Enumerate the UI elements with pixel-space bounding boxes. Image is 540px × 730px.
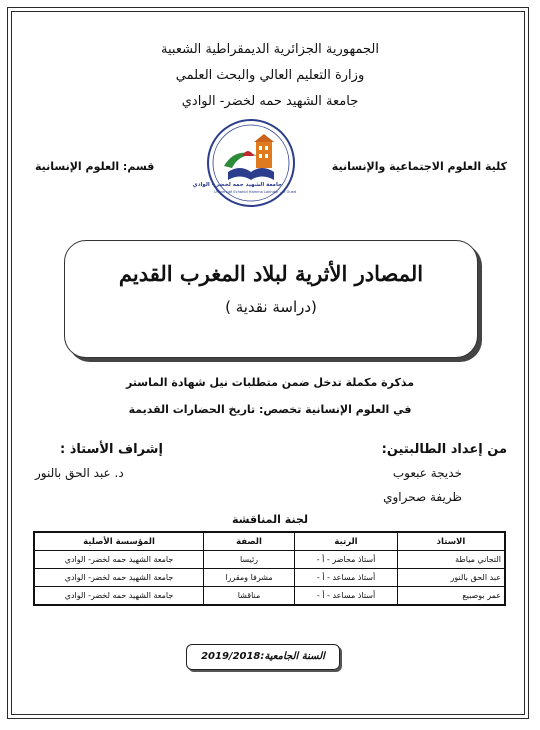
header-role: الصفة	[204, 532, 295, 551]
table-row	[34, 551, 505, 569]
ministry-name: وزارة التعليم العالي والبحث العلمي	[175, 68, 365, 83]
professor-rank: أستاذ مساعد - أ -	[295, 569, 398, 587]
thesis-title: المصادر الأثرية لبلاد المغرب القديم	[118, 261, 424, 286]
logo-latin-text: Université Echahid Hamma Lakhdar - El Oued	[214, 190, 297, 194]
header-institution: المؤسسة الأصلية	[34, 532, 204, 551]
professor-institution: جامعة الشهيد حمه لخضر- الوادي	[34, 587, 204, 606]
committee-title: لجنة المناقشة	[231, 513, 308, 526]
department-name: قسم: العلوم الإنسانية	[35, 160, 155, 173]
university-emblem-icon	[192, 118, 296, 208]
professor-name: التجاني مياطة	[398, 551, 506, 569]
faculty-name: كلية العلوم الاجتماعية والإنسانية	[331, 160, 507, 173]
committee-table	[33, 531, 506, 606]
memo-statement: مذكرة مكملة تدخل ضمن متطلبات نيل شهادة الماستر	[125, 376, 415, 389]
committee-header-row	[34, 532, 505, 551]
header-rank: الرتبة	[295, 532, 398, 551]
student-name-2: ظريفة صحراوي	[383, 490, 462, 504]
logo-arabic-text: جامعة الشهيد حمه لخضر - الوادي	[192, 182, 282, 188]
professor-institution: جامعة الشهيد حمه لخضر- الوادي	[34, 551, 204, 569]
professor-institution: جامعة الشهيد حمه لخضر- الوادي	[34, 569, 204, 587]
table-row	[34, 569, 505, 587]
page-border-inner	[11, 11, 525, 715]
professor-name: عبد الحق بالنور	[398, 569, 506, 587]
professor-role: مشرفا ومقررا	[204, 569, 295, 587]
academic-year: السنة الجامعية:2019/2018	[186, 644, 340, 670]
professor-rank: أستاذ مساعد - أ -	[295, 587, 398, 606]
professor-rank: أستاذ محاضر - أ -	[295, 551, 398, 569]
supervisor-name: د. عبد الحق بالنور	[35, 466, 124, 480]
thesis-subtitle: (دراسة نقدية )	[225, 298, 317, 316]
student-name-1: خديجة عبعوب	[392, 466, 462, 480]
specialty-statement: في العلوم الإنسانية تخصص: تاريخ الحضارات القديمة	[128, 403, 412, 416]
header-professor: الاستاذ	[398, 532, 506, 551]
professor-name: عمر بوصبيع	[398, 587, 506, 606]
table-row	[34, 587, 505, 606]
professor-role: مناقشا	[204, 587, 295, 606]
supervisor-label: إشراف الأستاذ :	[60, 442, 163, 457]
university-logo	[192, 118, 297, 208]
republic-name: الجمهورية الجزائرية الديمقراطية الشعبية	[161, 42, 379, 57]
students-label: من إعداد الطالبتين:	[381, 442, 507, 457]
professor-role: رئيسا	[204, 551, 295, 569]
thesis-title-box	[64, 240, 478, 358]
university-name: جامعة الشهيد حمه لخضر- الوادي	[181, 94, 359, 109]
